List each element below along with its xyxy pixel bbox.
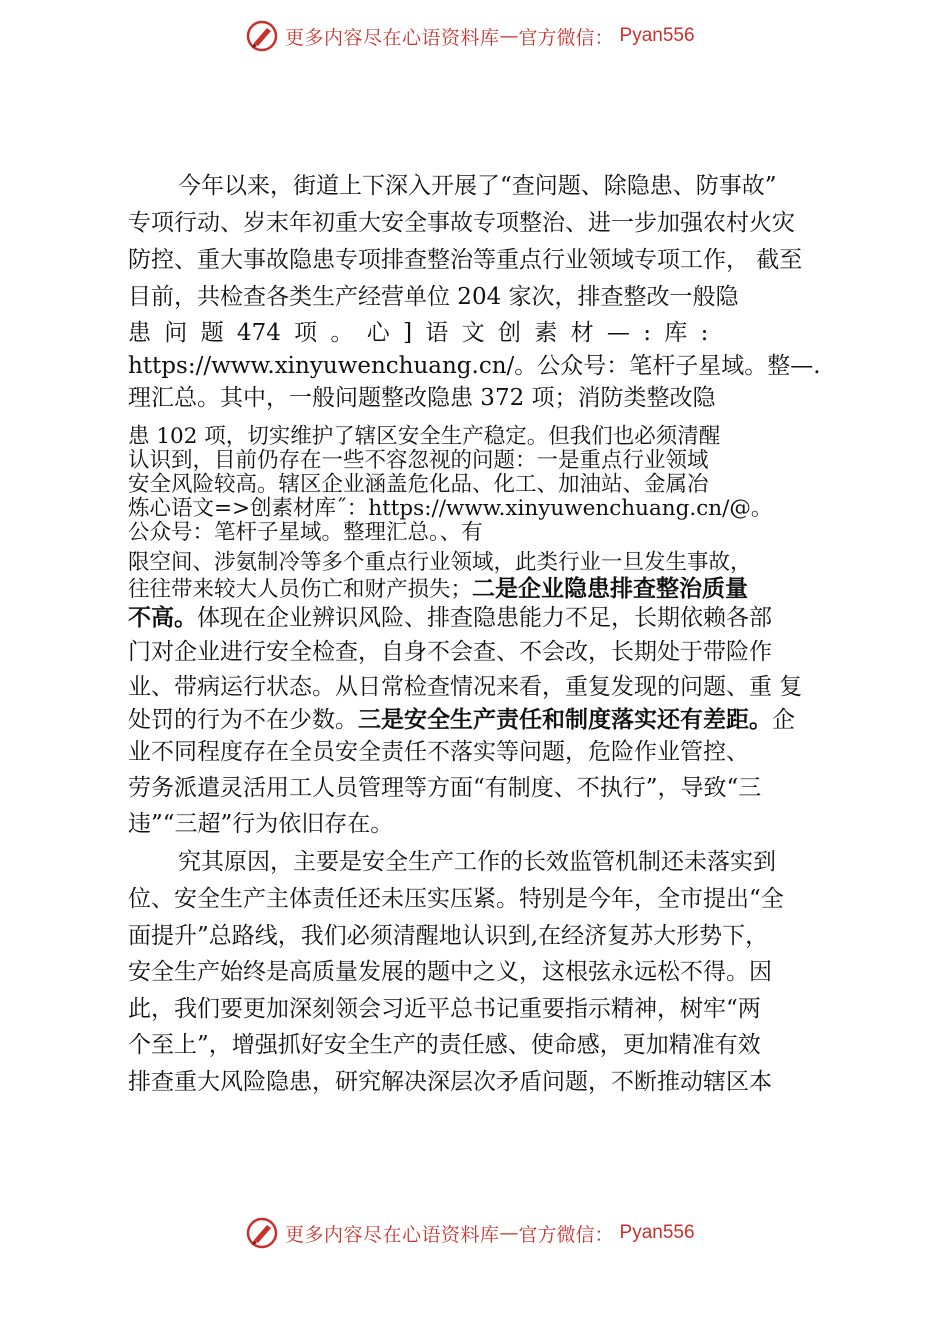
text-line: 业不同程度存在全员安全责任不落实等问题，危险作业管控、: [128, 739, 749, 765]
text-line: 限空间、涉氨制冷等多个重点行业领域，此类行业一旦发生事故，: [128, 550, 752, 575]
text-line: https://www.xinyuwenchuang.cn/。公众号：笔杆子星域。整—.: [128, 353, 821, 379]
bold-heading-3: 三是安全生产责任和制度落实还有差距。: [358, 707, 772, 733]
text-line: 个至上”，增强抓好安全生产的责任感、使命感，更加精准有效: [128, 1032, 761, 1058]
text-line: 业、带病运行状态。从日常检查情况来看，重复发现的问题、重 复: [128, 674, 803, 700]
text-line: [128, 604, 772, 632]
text-line: 安全风险较高。辖区企业涵盖危化品、化工、加油站、金属冶: [128, 472, 709, 497]
text-line: 安全生产始终是高质量发展的题中之义，这根弦永远松不得。因: [128, 959, 772, 985]
footer-banner: [245, 1213, 785, 1253]
footer-label: 官方微信：: [518, 1223, 614, 1246]
header-label: 官方微信：: [518, 26, 614, 49]
text-line: 患 102 项，切实维护了辖区安全生产稳定。但我们也必须清醒: [128, 424, 721, 449]
bold-heading-2: 二是企业隐患排查整治质量: [472, 576, 749, 602]
pen-logo-icon: [245, 19, 279, 53]
text-segment: 体现在企业辨识风险、排查隐患能力不足，长期依赖各部: [197, 605, 772, 631]
header-title: 更多内容尽在心语资料库: [285, 26, 500, 49]
bold-heading-2-cont: 不高。: [128, 605, 197, 631]
pen-logo-icon: [245, 1216, 279, 1250]
footer-dash: —: [499, 1222, 519, 1244]
header-wechat-id: Pyan556: [619, 25, 695, 46]
text-line: 目前，共检查各类生产经营单位 204 家次，排查整改一般隐: [128, 284, 739, 310]
text-line: 位、安全生产主体责任还未压实压紧。特别是今年，全市提出“全: [128, 886, 784, 912]
text-segment: 处罚的行为不在少数。: [128, 707, 358, 733]
text-line: 劳务派遣灵活用工人员管理等方面“有制度、不执行”，导致“三: [128, 775, 762, 801]
text-line: 此，我们要更加深刻领会习近平总书记重要指示精神，树牢“两: [128, 996, 761, 1022]
text-line: 公众号：笔杆子星域。整理汇总。、有: [128, 520, 483, 545]
text-line: 究其原因，主要是安全生产工作的长效监管机制还未落实到: [178, 849, 776, 875]
footer-wechat-id: Pyan556: [619, 1222, 695, 1243]
text-line: 理汇总。其中，一般问题整改隐患 372 项；消防类整改隐: [128, 385, 716, 411]
header-dash: —: [499, 25, 519, 47]
text-line: 今年以来，街道上下深入开展了“查问题、除隐患、防事故”: [178, 173, 777, 199]
text-line: 专项行动、岁末年初重大安全事故专项整治、进一步加强农村火灾: [128, 210, 795, 236]
text-line: [128, 706, 795, 734]
text-line: 门对企业进行安全检查，自身不会查、不会改，长期处于带险作: [128, 639, 772, 665]
text-line: 防控、重大事故隐患专项排查整治等重点行业领域专项工作， 截至: [128, 247, 803, 273]
text-segment: 往往带来较大人员伤亡和财产损失；: [128, 577, 473, 602]
text-line: 面提升”总路线，我们必须清醒地认识到,在经济复苏大形势下，: [128, 923, 769, 949]
text-line: 炼心语文=>创素材库˝：https://www.xinyuwenchuang.cn/@。: [128, 496, 773, 521]
text-line: 排查重大风险隐患，研究解决深层次矛盾问题，不断推动辖区本: [128, 1069, 772, 1095]
header-banner: [245, 16, 785, 56]
text-line: 认识到，目前仍存在一些不容忽视的问题：一是重点行业领域: [128, 448, 709, 473]
footer-title: 更多内容尽在心语资料库: [285, 1223, 500, 1246]
text-line: 患 问 题 474 项 。 心 ] 语 文 创 素 材 — : 库 :: [128, 320, 709, 346]
text-segment: 企: [772, 707, 795, 733]
text-line: 违”“三超”行为依旧存在。: [128, 811, 394, 837]
text-line: [128, 577, 748, 602]
